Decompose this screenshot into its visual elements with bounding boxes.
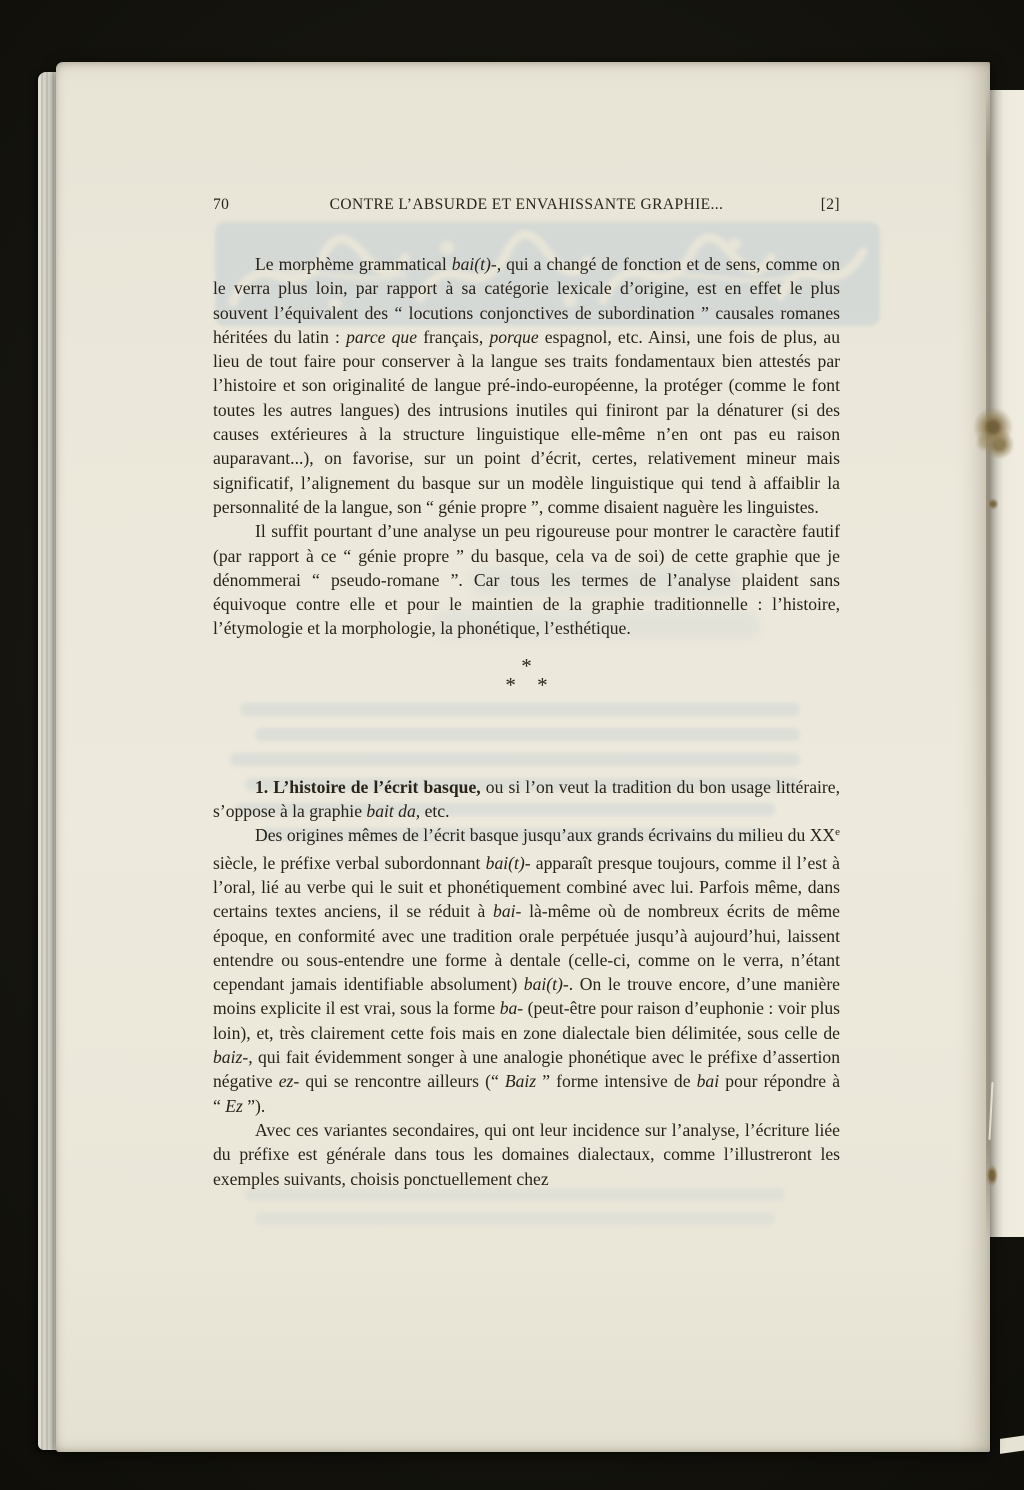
text-run: etc.: [420, 801, 450, 822]
showthrough-text-line: [255, 1212, 775, 1225]
text-run: bai-: [493, 901, 522, 922]
asterisk-pair: * *: [505, 672, 548, 697]
text-run: apparaît presque toujours, comme il l’est à l’oral, lié au verbe qui le suit et phonétiquement combiné avec lui. Parfois même, dans certains textes anciens, il se réduit à: [213, 852, 840, 922]
text-run: porque: [489, 326, 539, 347]
body-text-bottom: [213, 775, 840, 1191]
text-run: pour répondre à “: [213, 1071, 841, 1116]
text-run: (peut-être pour raison d’euphonie : voir plus loin), et, très clairement cette fois mais en zone dialectale bien délimitée, sous celle de: [213, 998, 840, 1043]
page-number: 70: [213, 196, 230, 213]
text-run: qui a changé de fonction et de sens, comme on le verra plus loin, par rapport à sa catégorie lexicale d’origine, est en effet le plus souvent l’équivalent des “ locutions conjonctives de subordination ” causales romanes héritées du latin :: [213, 254, 840, 347]
paragraph: [213, 823, 840, 1118]
next-page-corner: [1000, 1435, 1024, 1454]
text-run: bait da,: [366, 801, 421, 822]
text-run: Le morphème grammatical: [255, 254, 452, 274]
asterism-separator: [213, 653, 840, 697]
paragraph: [213, 519, 840, 640]
text-run: espagnol, etc. Ainsi, une fois de plus, au lieu de tout faire pour conserver à la langue ses traits fondamentaux bien attestés par l’histoire et son originalité de langue pré-indo-européenne, la protéger (comme le font toutes les autres langues) des intrusions inutiles qui finiront par la dénaturer (si des causes extérieures à la structure linguistique elle-même n’en ont pas eu raison auparavant...), on favorise, sur un point d’écrit, certes, relativement mineur mais significatif, l’alignement du basque sur un modèle linguistique qui tend à affaiblir la personnalité de la langue, son “ génie propre ”, comme disaient naguère les linguistes.: [213, 326, 840, 517]
printed-text-block: [213, 196, 840, 1191]
text-run: ou si l’on veut la tradition du bon usage littéraire, s’oppose à la graphie: [213, 776, 840, 822]
text-run: ” forme intensive de: [536, 1071, 697, 1092]
gutter-crease: [986, 90, 990, 1237]
text-run: Avec ces variantes secondaires, qui ont leur incidence sur l’analyse, l’écriture liée du préfixe est générale dans tous les domaines dialectaux, comme l’illustreront les exemples suivants, choisis ponctuellement chez: [213, 1119, 840, 1189]
next-page-edge: [990, 90, 1024, 1237]
text-run: . On le trouve encore, d’une manière moins explicite il est vrai, sous la forme: [213, 974, 840, 1019]
paragraph: [213, 775, 840, 824]
running-title: CONTRE L’ABSURDE ET ENVAHISSANTE GRAPHIE...: [329, 196, 724, 213]
text-run: siècle, le préfixe verbal subordonnant: [213, 852, 486, 873]
text-run: ”).: [242, 1095, 266, 1116]
text-run: Des origines mêmes de l’écrit basque jusqu’aux grands écrivains du milieu du XX: [255, 825, 836, 846]
text-run: Ez: [225, 1095, 243, 1116]
text-run: Baiz: [504, 1071, 537, 1092]
page-header: [213, 196, 840, 214]
text-run: français,: [417, 326, 490, 347]
text-run: 1. L’histoire de l’écrit basque,: [255, 776, 481, 797]
text-run: bai(t)-: [485, 852, 531, 873]
text-run: e: [835, 826, 840, 839]
page-edge-stack: [38, 72, 58, 1450]
body-text-top: [213, 252, 840, 641]
text-run: ba-: [499, 998, 524, 1019]
paragraph: [213, 252, 840, 519]
text-run: parce que: [346, 326, 418, 347]
text-run: qui se rencontre ailleurs (“: [299, 1071, 505, 1092]
text-run: Il suffit pourtant d’une analyse un peu rigoureuse pour montrer le caractère fautif (par rapport à ce “ génie propre ” du basque, cela va de soi) de cette graphie que je dénommerai “ pseudo-romane ”. Car tous les termes de l’analyse plaident sans équivoque contre elle et pour le maintien de la graphie traditionnelle : l’histoire, l’étymologie et la morphologie, la phonétique, l’esthétique.: [213, 521, 840, 639]
text-run: qui fait évidemment songer à une analogie phonétique avec le préfixe d’assertion négative: [213, 1047, 840, 1092]
text-run: baiz-,: [213, 1047, 253, 1068]
bracket-number: [2]: [820, 196, 840, 213]
text-run: bai: [696, 1071, 720, 1092]
text-run: bai(t)-,: [451, 254, 502, 274]
text-run: bai(t)-: [523, 974, 569, 995]
paragraph: [213, 1118, 840, 1191]
asterisk: *: [521, 653, 532, 678]
text-run: ez-: [278, 1071, 300, 1092]
text-run: là-même où de nombreux écrits de même époque, en conformité avec une tradition orale perpétuée jusqu’à aujourd’hui, laissent entendre ou sous-entendre une forme à dentale (celle-ci, comme on le verra, n’étant cependant jamais identifiable absolument): [213, 901, 840, 995]
